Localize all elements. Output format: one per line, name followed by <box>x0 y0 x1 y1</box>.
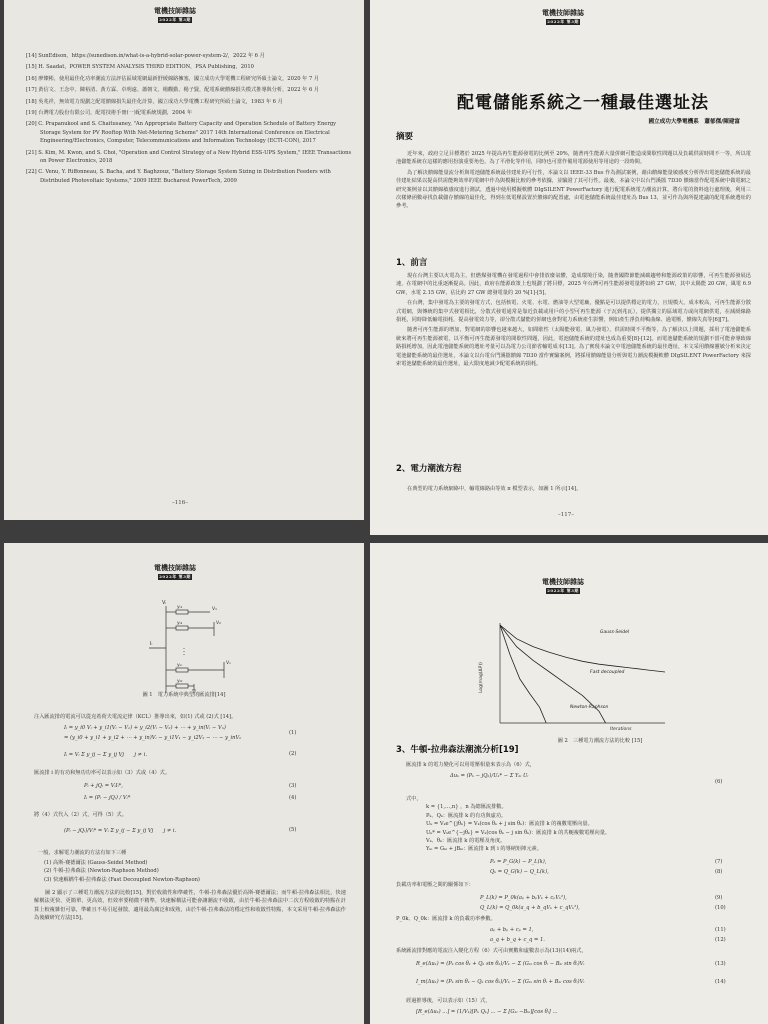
method-item: (1) 高斯-賽德爾法 (Gauss-Seidel Method) <box>44 860 148 866</box>
variable-definitions <box>406 795 746 854</box>
equation-number: (14) <box>715 979 726 985</box>
reference-item: [19] 台灣電力股份有限公司，配電技術手冊(一)配電系統規劃，2004 年 <box>26 110 193 117</box>
power-text: 匯流排 i 的有功和無功功率可以表示如（3）式或（4）式。 <box>34 770 171 776</box>
equation-9: P_L(k) = P_0k(aₚ + bₚVₖ + cₚVₖ²), <box>480 895 567 901</box>
equation-1a: Iᵢ = y_i0 Vᵢ + y_i1(Vᵢ − V₁) + y_i2(Vᵢ − V₂) + ⋯ + y_in(Vᵢ − Vₙ) <box>64 725 226 731</box>
svg-text:yᵢₙ: yᵢₙ <box>177 663 183 668</box>
page-117 <box>370 0 768 535</box>
page-119 <box>370 543 768 1024</box>
equation-14: I_m(Δuₖ) = (Pₖ sin θₖ − Qₖ cos θₖ)/Vₖ − Σ (Gₖᵢ sin θᵢ + Bₖᵢ cos θᵢ)Vᵢ <box>416 979 585 985</box>
definition-item: Yₖᵢ = Gₖᵢ + jBₖᵢ：匯流排 k 到 i 的導納矩陣元素。 <box>426 846 542 853</box>
section-heading-newton-raphson: 3、牛頓-拉弗森法潮流分析[19] <box>396 745 519 755</box>
journal-header: 電機技師雜誌 2022年 第3期 <box>542 577 584 593</box>
equation-number: (11) <box>715 927 726 933</box>
equation-number: (8) <box>715 869 723 875</box>
reference-item: [14] SunEdison，https://sunedison.in/what-is-a-hybrid-solar-power-system-2/，2022 年 6 月 <box>26 53 265 59</box>
article-authors: 國立成功大學電機系 蕭郁傑/陳建富 <box>648 119 740 125</box>
reference-item: [22] C. Venu, Y. Riffonneau, S. Bacha, and Y. Baghzouz, "Battery Storage System Sizing in Distribution Feeders with Distributed Photovoltaic Systems," 2009 IEEE Bucharest PowerTech, 2009 <box>26 169 331 184</box>
intro-paragraph: 現在台灣主要以火電為主，但燃煤發電機在發電過程中會排放廢氣體，造成環境汙染，隨著國際節能減碳趨勢和能源政策的影響，可再生能源發展迅速，在電網中的比重逐漸提高。因此，政府在能源政策上也規劃了將目標，2025 年台灣可再生能源發電量將如約 27 GW，其中太陽能 20 GW，風電 6.9 GW，水電 2.15 GW，佔比約 27 GW 總發電量的 20 %[1]-[5]。 <box>396 273 751 296</box>
equation-15: [R_e(Δuₖ) ...] = (1/Vₖ)[Pₖ Qₖ] ... − Σ [Gₖᵢ −Bₖᵢ][cos θᵢ] ... <box>416 1009 558 1015</box>
svg-text:Iᵢ: Iᵢ <box>150 641 153 647</box>
reference-item: [15] H. Saadat，POWER SYSTEM ANALYSIS THIRD EDITION，PSA Publishing，2010 <box>26 64 254 71</box>
equation-number: (7) <box>715 859 723 865</box>
abstract-paragraph: 為了解決饋線能量流分析與電池儲能系統最佳建址的可行性，本論文以 IEEE-33 Bus 作為測試案例，藉由饋線能量敏感度分析得出電池儲能系統的最佳建址結果以提高供需能夠效率的電網中作為與模擬比較的參考依據，並驗證了其可行性。最後，本論文中以台門溪擋 7D30 饋線當作配電系統中做電網之研究案例並以其饋線敏感度進行測試，透過中使用模擬軟體 DIgSILENT PowerFactory 進行配電系統電力潮流計算，將台電的資料進行處理後，利用三次樣條函數尋找負載儲存饋線的最佳化，得到在低電壓設置於饋線的配置處，由電池儲能系統最佳建址為 Bus 13，並可作為與所提建議的配電系統選址的參考。 <box>396 169 751 210</box>
reference-list <box>26 52 352 188</box>
reference-item: [17] 黃信文、王念中、陳裕清、黃方霖、卓明遠、蕭朝文、楊觀勤、楊子賢，配電系統饋線損失模式推導與分析，2022 年 6 月 <box>26 87 320 94</box>
equation-number: (13) <box>715 961 726 967</box>
definition-item: k = {1,…,n} ，n 為總匯流排數。 <box>426 804 507 811</box>
load-parameter-text: P_0k、Q_0k：匯流排 k 的負載功率參數。 <box>396 916 496 922</box>
svg-text:Vₙ: Vₙ <box>226 661 231 666</box>
reference-item: [18] 吳兆祥，無效電力規劃之配電饋線損失最佳化計算，國立成功大學電機工程研究所碩士論文，1983 年 6 月 <box>26 98 283 105</box>
equation-4: Iᵢ = (Pᵢ − jQᵢ) / Vᵢ* <box>84 795 131 801</box>
equation-number: (3) <box>289 783 297 789</box>
svg-text:V₁: V₁ <box>212 607 217 612</box>
page-116 <box>4 0 364 520</box>
equation-10: Q_L(k) = Q_0k(a_q + b_qVₖ + c_qVₖ²), <box>480 905 580 911</box>
equation-6: Δuₖ = (Pₖ − jQₖ)/Uₖ* − Σ Yₖᵢ Uᵢ <box>450 773 529 779</box>
method-comparison-text <box>34 889 346 925</box>
definition-item: 式中， <box>406 796 422 802</box>
equation-5: (Pᵢ − jQᵢ)/Vᵢ* = Vᵢ Σ y_ij − Σ y_ij Vj j ≠ i. <box>64 828 177 834</box>
page-number: –117– <box>558 512 574 518</box>
svg-text:V₂: V₂ <box>216 621 221 626</box>
svg-text:yᵢ₁: yᵢ₁ <box>177 605 183 610</box>
equation-number: (1) <box>289 730 297 736</box>
page-number: –116– <box>172 500 188 506</box>
reference-item: [20] C. Prapanukool and S. Chaitusaney, "An Appropriate Battery Capacity and Operation Schedule of Battery Energy Storage System for PV Rooftop With Net-Metering Scheme" 2017 14th International Conference on Electrical Engineering/Electronics, Computer, Telecommunications and Information Technology (ECTI-CON), 2017 <box>26 121 337 145</box>
definition-item: Uₖ* = Vₖe^{−jθₖ} = Vₖ(cos θₖ − j sin θₖ)：匯流排 k 的共軛複數電壓向量。 <box>426 829 611 836</box>
svg-text:yᵢ₂: yᵢ₂ <box>177 621 183 626</box>
derivation-text: 經過推導後，可以表示如（15）式， <box>406 998 491 1004</box>
substitution-text: 將（4）式代入（2）式，可得（5）式。 <box>34 812 127 818</box>
definition-item: Pₖ、Qₖ：匯流排 k 的有功與虛功。 <box>426 812 507 819</box>
reference-item: [16] 廖燦彬，使用最佳化功率潮流方法評估區域電網最新舒緩線路擁塞，國立成功大學電機工程研究所碩士論文，2020 年 7 月 <box>26 75 320 82</box>
equation-number: (6) <box>715 779 723 785</box>
y-axis-label: Log(mag(ΔP)) <box>479 662 484 693</box>
series-label: Gauss-Seidel <box>600 630 630 635</box>
equation-number: (9) <box>715 895 723 901</box>
method-item: (2) 牛頓-拉弗森法 (Newton-Raphson Method) <box>44 868 159 875</box>
abstract-heading: 摘要 <box>396 132 414 142</box>
admittance-yi0 <box>176 684 188 688</box>
equation-2: Iᵢ = Vᵢ Σ y_ij − Σ y_ij Vj j ≠ i. <box>64 752 147 758</box>
methods-list <box>44 859 344 884</box>
method-item: (3) 快速解耦牛頓-拉弗森法 (Fast Decoupled Newton-Raphson) <box>44 876 200 883</box>
power-flow-paragraph: 在典型的電力系統網絡中，輸電線路由等效 π 模型表示，如圖 1 所示[14]。 <box>407 486 582 492</box>
equation-number: (5) <box>289 827 297 833</box>
journal-header: 電機技師雜誌 2022年 第3期 <box>154 6 196 22</box>
reference-item: [21] S. Kim, M. Kwon, and S. Choi, "Operation and Control Strategy of a New Hybrid ESS-UPS System," IEEE Transactions on Power Electronics, 2018 <box>26 149 352 165</box>
equation-11: aₚ + bₚ + cₚ = 1, <box>490 927 534 933</box>
figure-1-caption: 圖 1 電力系統中典型的匯流排[14] <box>142 692 226 698</box>
admittance-yi2 <box>176 626 188 630</box>
svg-text:Vᵢ: Vᵢ <box>162 600 167 606</box>
equation-13: R_e(Δuₖ) = (Pₖ cos θₖ + Qₖ sin θₖ)/Vₖ − Σ (Gₖᵢ cos θᵢ − Bₖᵢ sin θᵢ)Vᵢ <box>416 961 585 967</box>
svg-text:yᵢ₀: yᵢ₀ <box>177 679 183 684</box>
definition-item: Uₖ = Vₖe^{jθₖ} = Vₖ(cos θₖ + j sin θₖ)：匯流排 k 的複數電壓向量。 <box>426 821 593 828</box>
kcl-text: 注入匯流排的電流可以從克希荷夫電流定律（KCL）推導出來，如(1) 式或 (2)式 [14]。 <box>34 714 237 720</box>
definition-item: Vₖ、θₖ：匯流排 k 的電壓及角度。 <box>426 838 506 845</box>
equation-3: Pᵢ + jQᵢ = VᵢIᵢ*, <box>84 783 123 789</box>
intro-paragraph: 在台灣，集中發電為主要的發電方式，包括核電、火電、水電、燃油等大型電廠，優點是可以提供穩定的電力，且規模大，成本較高，可再生能源分散式電網，與傳統的集中式發電相比，分散式發電通常是靠近負載或用戶的小型可再生能源（于瓦到兆瓦），提供獨立的區域電力或向電網供電，在減緩線路損耗，同時降低輸電損耗，提高發電效力等，卻分散式儲能的併網也會對電力系統產生影響，例如產生淨負荷鴨曲線、過電壓，饋線失真等[6][7]。 <box>396 300 751 324</box>
equation-8: Qₖ = Q_G(k) − Q_L(k), <box>490 869 549 875</box>
page-118 <box>4 543 364 1024</box>
real-imag-text: 系統匯流排對應的電流注入變化方程（6）式可由實數和虛數表示為(13)(14)兩式， <box>396 948 587 954</box>
figure-2-caption: 圖 2 三種電力潮流方法的比較 [15] <box>557 738 643 744</box>
equation-1b: = (y_i0 + y_i1 + y_i2 + ⋯ + y_in)Vᵢ − y_i1V₁ − y_i2V₂ − ⋯ − y_inVₙ <box>64 735 242 741</box>
article-title: 配電儲能系統之一種最佳選址法 <box>457 93 709 113</box>
admittance-yin <box>176 668 188 672</box>
series-line-gauss-seidel <box>500 625 665 672</box>
intro-body <box>396 272 751 370</box>
equation-12: a_q + b_q + c_q = 1. <box>490 937 545 943</box>
admittance-yi1 <box>176 610 188 614</box>
x-axis-label: Iterations <box>610 727 632 732</box>
journal-header: 電機技師雜誌 2022年 第3期 <box>542 8 584 24</box>
series-label: Newton-Raphson <box>570 705 609 710</box>
equation-number: (10) <box>715 905 726 911</box>
convergence-chart <box>470 613 670 733</box>
abstract-paragraph: 近年來，政府立足目標將於 2025 年提高再生能源發電的比例至 20%，隨著再生能源大量併網可能造成間歇性問題以及負載供需時間不一等，所以電池儲能系統在這樣的應用扮演重要角色。為了平滑化等作用，同時也可當作備用電源使用等用途的一段時間。 <box>396 151 751 166</box>
abstract-body <box>396 150 751 213</box>
comparison-paragraph: 圖 2 顯示了三種電力潮流方法的比較[15]，對於收斂性和準確性，牛頓-拉弗森法優於高斯-賽德爾法；而牛頓-拉弗森法相比，快速解耦法更快、更簡單、更高效，但效率要稍微不精準，快速解耦法可能會讓潮流不收斂，由於牛頓-拉弗森法中二次方程收斂的特點在計算上較複雜但可靠，準確且不易引起發散，適用最為廣泛和成熟，由於牛頓-拉弗森法的穩定性和收斂性特點，本文采用牛頓-拉弗森法作為後續研究方法[15]。 <box>34 890 346 922</box>
power-flow-intro <box>396 485 751 495</box>
series-line-newton-raphson <box>500 625 546 723</box>
series-label: Fast decoupled <box>590 670 625 675</box>
section-heading-power-flow: 2、電力潮流方程 <box>396 464 462 474</box>
equation-7: Pₖ = P_G(k) − P_L(k), <box>490 859 547 865</box>
equation-number: (12) <box>715 937 726 943</box>
intro-paragraph: 隨著可再生能源的增加，對電網的影響也越來越大，如間歇性（太陽能發電、風力發電），供需時間不平衡等，為了解決以上問題，採用了電池儲能系統來將可再生能源被電，以平衡可再生能源發電的間歇性問題，因此，電池儲能系統的建址也成為重要[8]-[12]。而電池儲能系統的規劃不當可能會導致線路損耗增加，因此電池儲能系統的選址考量可以為電力公司節省輸電成本[13]。為了實現本論文中電池儲能系統的最佳選址，本文采用饋線靈敏分析來決定電池儲能系統的最佳選址，本論文以台電台門溪擋饋線 7D30 當作實驗案例，將採用饋線能量分析與電力潮流模擬軟體 DIgSILENT PowerFactory 來探索電池儲能系統的最佳選址，最大限度地減少配電系統的損耗。 <box>396 327 751 368</box>
journal-header: 電機技師雜誌 2022年 第3期 <box>154 563 196 579</box>
section-heading-intro: 1、前言 <box>396 258 428 268</box>
equation-number: (4) <box>289 795 297 801</box>
load-relation-text: 負載功率和電壓之間的關係如下： <box>396 882 474 888</box>
nr-intro-text: 匯流排 k 的電力變化可以用電壓相量來表示為（6）式， <box>406 762 536 768</box>
equation-number: (2) <box>289 751 297 757</box>
bus-diagram <box>114 598 264 698</box>
methods-intro: 一般，求解電力潮流的方法有如下三種 <box>38 850 127 856</box>
